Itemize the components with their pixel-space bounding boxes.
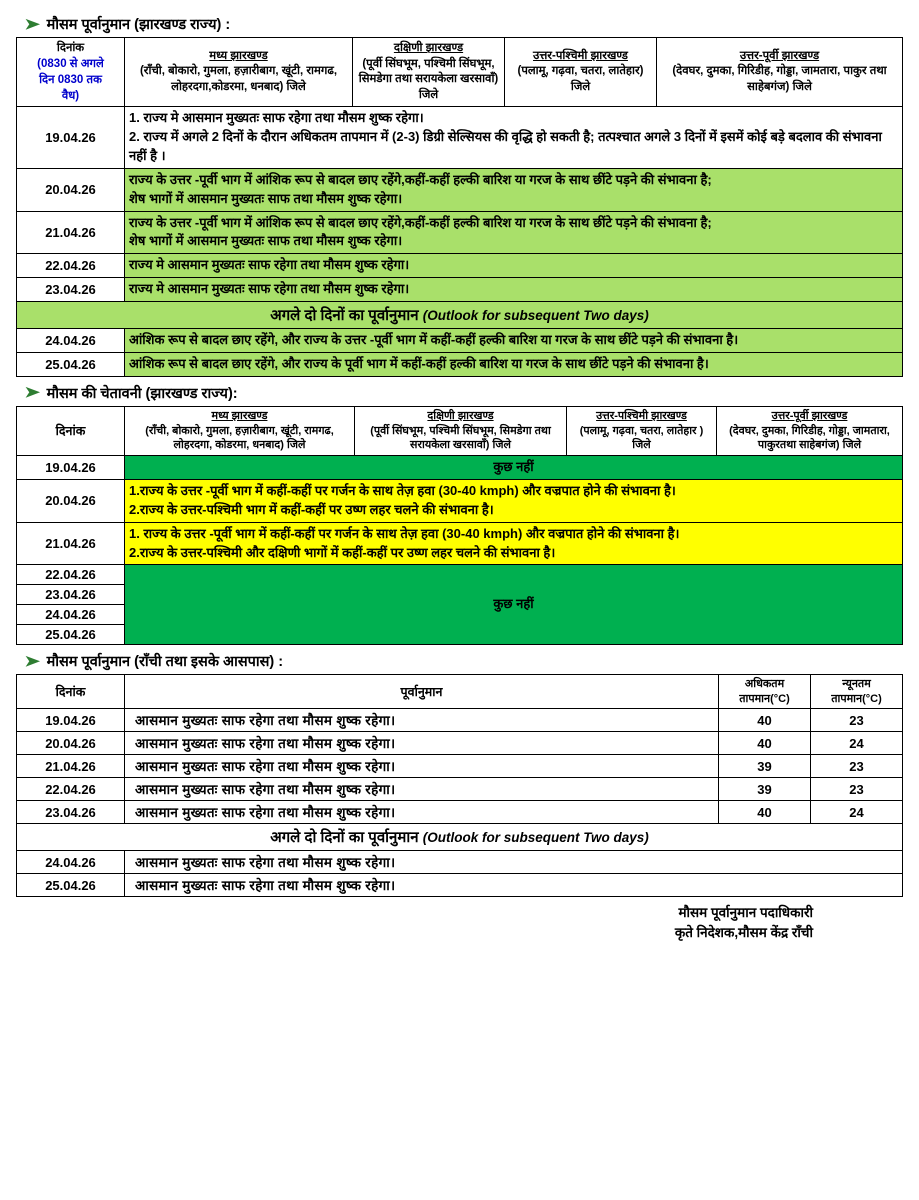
header-northeast-jharkhand: उत्तर-पूर्वी झारखण्ड (देवघर, दुमका, गिरिडीह, गोड्डा, जामतारा, पाकुर तथा साहेबगंज) जिले (657, 38, 903, 107)
table-row (17, 851, 903, 874)
state-forecast-table (16, 37, 903, 377)
header-max-temp: अधिकतम तापमान(°C) (719, 675, 811, 709)
row-forecast-text: आसमान मुख्यतः साफ रहेगा तथा मौसम शुष्क रहेगा। (125, 732, 719, 755)
table-row (17, 107, 903, 169)
row-date: 25.04.26 (17, 352, 125, 376)
row-date: 21.04.26 (17, 755, 125, 778)
row-date: 21.04.26 (17, 211, 125, 254)
header-date: दिनांक (17, 406, 125, 456)
header-forecast: पूर्वानुमान (125, 675, 719, 709)
arrow-right-icon: ➤ (24, 652, 41, 670)
row-forecast-text: 1. राज्य मे आसमान मुख्यतः साफ रहेगा तथा मौसम शुष्क रहेगा। 2. राज्य में अगले 2 दिनों के दौरान अधिकतम तापमान में (2-3) डिग्री सेल्सियस की वृद्धि हो सकती है; तत्पश्चात अगले 3 दिनों में इसमें कोई बड़े बदलाव की संभावना नहीं है । (125, 107, 903, 169)
section-title-ranchi-forecast: मौसम पूर्वानुमान (राँची तथा इसके आसपास) : (46, 654, 284, 671)
table-row (17, 480, 903, 523)
row-date: 24.04.26 (17, 328, 125, 352)
header-min-temp: न्यूनतम तापमान(°C) (811, 675, 903, 709)
row-max-temp: 39 (719, 778, 811, 801)
outlook-label-en: (Outlook for subsequent Two days) (422, 830, 649, 845)
row-date: 24.04.26 (17, 605, 125, 625)
header-northwest-jharkhand: उत्तर-पश्चिमी झारखण्ड (पलामू, गढ़वा, चतरा, लातेहार ) जिले (567, 406, 717, 456)
row-max-temp: 39 (719, 755, 811, 778)
section-title-warning: मौसम की चेतावनी (झारखण्ड राज्य): (46, 385, 238, 402)
row-forecast-text: आसमान मुख्यतः साफ रहेगा तथा मौसम शुष्क रहेगा। (125, 874, 903, 897)
row-date: 21.04.26 (17, 522, 125, 565)
header-date: दिनांक (17, 675, 125, 709)
signature-block (16, 903, 903, 944)
warning-table (16, 406, 903, 646)
row-date: 23.04.26 (17, 801, 125, 824)
header-south-jharkhand: दक्षिणी झारखण्ड (पूर्वी सिंघभूम, पश्चिमी सिंघभूम, सिमडेगा तथा सरायकेला खरसावाँ) जिले (353, 38, 505, 107)
row-date: 22.04.26 (17, 778, 125, 801)
row-min-temp: 23 (811, 778, 903, 801)
row-min-temp: 23 (811, 709, 903, 732)
table-row (17, 709, 903, 732)
row-forecast-text: आसमान मुख्यतः साफ रहेगा तथा मौसम शुष्क रहेगा। (125, 801, 719, 824)
table-row (17, 778, 903, 801)
row-warning-text: कुछ नहीं (125, 456, 903, 480)
table-row (17, 456, 903, 480)
header-northwest-jharkhand: उत्तर-पश्चिमी झारखण्ड (पलामू, गढ़वा, चतरा, लातेहार) जिले (505, 38, 657, 107)
row-date: 24.04.26 (17, 851, 125, 874)
state-forecast-table-wrapper (16, 37, 903, 377)
row-date: 19.04.26 (17, 456, 125, 480)
table-row (17, 328, 903, 352)
row-date: 22.04.26 (17, 565, 125, 585)
row-date: 23.04.26 (17, 278, 125, 302)
row-forecast-text: आसमान मुख्यतः साफ रहेगा तथा मौसम शुष्क रहेगा। (125, 778, 719, 801)
table-row (17, 352, 903, 376)
row-date: 20.04.26 (17, 168, 125, 211)
row-date: 23.04.26 (17, 585, 125, 605)
header-date: दिनांक (0830 से अगले दिन 0830 तक वैध) (17, 38, 125, 107)
section-heading-state-forecast (26, 14, 903, 34)
ranchi-forecast-table-wrapper (16, 674, 903, 897)
ranchi-forecast-table (16, 674, 903, 897)
row-date: 19.04.26 (17, 709, 125, 732)
signature-line-2: कृते निदेशक,मौसम केंद्र राँची (674, 925, 813, 941)
signature-line-1: मौसम पूर्वानुमान पदाधिकारी (678, 905, 813, 920)
row-forecast-text: राज्य मे आसमान मुख्यतः साफ रहेगा तथा मौसम शुष्क रहेगा। (125, 254, 903, 278)
header-central-jharkhand: मध्य झारखण्ड (राँची, बोकारो, गुमला, हज़ारीबाग, खूंटी, रामगढ, लोहरदगा, कोडरमा, धनबाद) जिले (125, 406, 355, 456)
row-date: 25.04.26 (17, 625, 125, 645)
outlook-banner (17, 824, 903, 851)
section-heading-warning (26, 383, 903, 403)
table-row (17, 565, 903, 585)
outlook-banner-row (17, 301, 903, 328)
table-row (17, 211, 903, 254)
row-warning-text-grouped: कुछ नहीं (125, 565, 903, 645)
section-heading-ranchi-forecast (26, 651, 903, 671)
table-row (17, 874, 903, 897)
row-max-temp: 40 (719, 709, 811, 732)
table-row (17, 755, 903, 778)
header-northeast-jharkhand: उत्तर-पूर्वी झारखण्ड (देवघर, दुमका, गिरिडीह, गोड्डा, जामतारा, पाकुरतथा साहेबगंज) जिले (717, 406, 903, 456)
row-forecast-text: राज्य के उत्तर -पूर्वी भाग में आंशिक रूप से बादल छाए रहेंगे,कहीं-कहीं हल्की बारिश या गरज के साथ छींटे पड़ने की संभावना है; शेष भागों में आसमान मुख्यतः साफ तथा मौसम शुष्क रहेगा। (125, 211, 903, 254)
table-row (17, 168, 903, 211)
row-max-temp: 40 (719, 732, 811, 755)
row-date: 19.04.26 (17, 107, 125, 169)
table-row (17, 732, 903, 755)
row-date: 25.04.26 (17, 874, 125, 897)
row-forecast-text: आंशिक रूप से बादल छाए रहेंगे, और राज्य के पूर्वी भाग में कहीं-कहीं हल्की बारिश या गरज के साथ छींटे पड़ने की संभावना है। (125, 352, 903, 376)
row-forecast-text: आसमान मुख्यतः साफ रहेगा तथा मौसम शुष्क रहेगा। (125, 851, 903, 874)
row-date: 20.04.26 (17, 480, 125, 523)
row-date: 20.04.26 (17, 732, 125, 755)
row-forecast-text: आसमान मुख्यतः साफ रहेगा तथा मौसम शुष्क रहेगा। (125, 709, 719, 732)
row-forecast-text: आसमान मुख्यतः साफ रहेगा तथा मौसम शुष्क रहेगा। (125, 755, 719, 778)
table-header-row (17, 406, 903, 456)
table-row (17, 522, 903, 565)
outlook-label-hi: अगले दो दिनों का पूर्वानुमान (270, 306, 419, 324)
row-min-temp: 24 (811, 801, 903, 824)
row-date: 22.04.26 (17, 254, 125, 278)
row-min-temp: 23 (811, 755, 903, 778)
row-forecast-text: राज्य मे आसमान मुख्यतः साफ रहेगा तथा मौसम शुष्क रहेगा। (125, 278, 903, 302)
header-south-jharkhand: दक्षिणी झारखण्ड (पूर्वी सिंघभूम, पश्चिमी सिंघभूम, सिमडेगा तथा सरायकेला खरसावाँ) जिले (355, 406, 567, 456)
table-header-row (17, 675, 903, 709)
row-forecast-text: आंशिक रूप से बादल छाए रहेंगे, और राज्य के उत्तर -पूर्वी भाग में कहीं-कहीं हल्की बारिश या गरज के साथ छींटे पड़ने की संभावना है। (125, 328, 903, 352)
warning-table-wrapper (16, 406, 903, 646)
table-row (17, 254, 903, 278)
arrow-right-icon: ➤ (24, 15, 41, 33)
outlook-banner (17, 301, 903, 328)
arrow-right-icon: ➤ (24, 384, 41, 402)
header-central-jharkhand: मध्य झारखण्ड (राँची, बोकारो, गुमला, हज़ारीबाग, खूंटी, रामगढ, लोहरदगा,कोडरमा, धनबाद) जिले (125, 38, 353, 107)
table-header-row (17, 38, 903, 107)
outlook-label-en: (Outlook for subsequent Two days) (422, 307, 649, 323)
row-warning-text: 1.राज्य के उत्तर -पूर्वी भाग में कहीं-कहीं पर गर्जन के साथ तेज़ हवा (30-40 kmph) और वज्रपात होने की संभावना है। 2.राज्य के उत्तर-पश्चिमी भाग में कहीं-कहीं पर उष्ण लहर चलने की संभावना है। (125, 480, 903, 523)
row-max-temp: 40 (719, 801, 811, 824)
table-row (17, 801, 903, 824)
row-warning-text: 1. राज्य के उत्तर -पूर्वी भाग में कहीं-कहीं पर गर्जन के साथ तेज़ हवा (30-40 kmph) और वज्रपात होने की संभावना है। 2.राज्य के उत्तर-पश्चिमी और दक्षिणी भागों में कहीं-कहीं पर उष्ण लहर चलने की संभावना है। (125, 522, 903, 565)
table-row (17, 278, 903, 302)
outlook-banner-row (17, 824, 903, 851)
row-min-temp: 24 (811, 732, 903, 755)
row-forecast-text: राज्य के उत्तर -पूर्वी भाग में आंशिक रूप से बादल छाए रहेंगे,कहीं-कहीं हल्की बारिश या गरज के साथ छींटे पड़ने की संभावना है; शेष भागों में आसमान मुख्यतः साफ तथा मौसम शुष्क रहेगा। (125, 168, 903, 211)
outlook-label-hi: अगले दो दिनों का पूर्वानुमान (270, 829, 419, 846)
section-title-state-forecast: मौसम पूर्वानुमान (झारखण्ड राज्य) : (46, 17, 231, 33)
